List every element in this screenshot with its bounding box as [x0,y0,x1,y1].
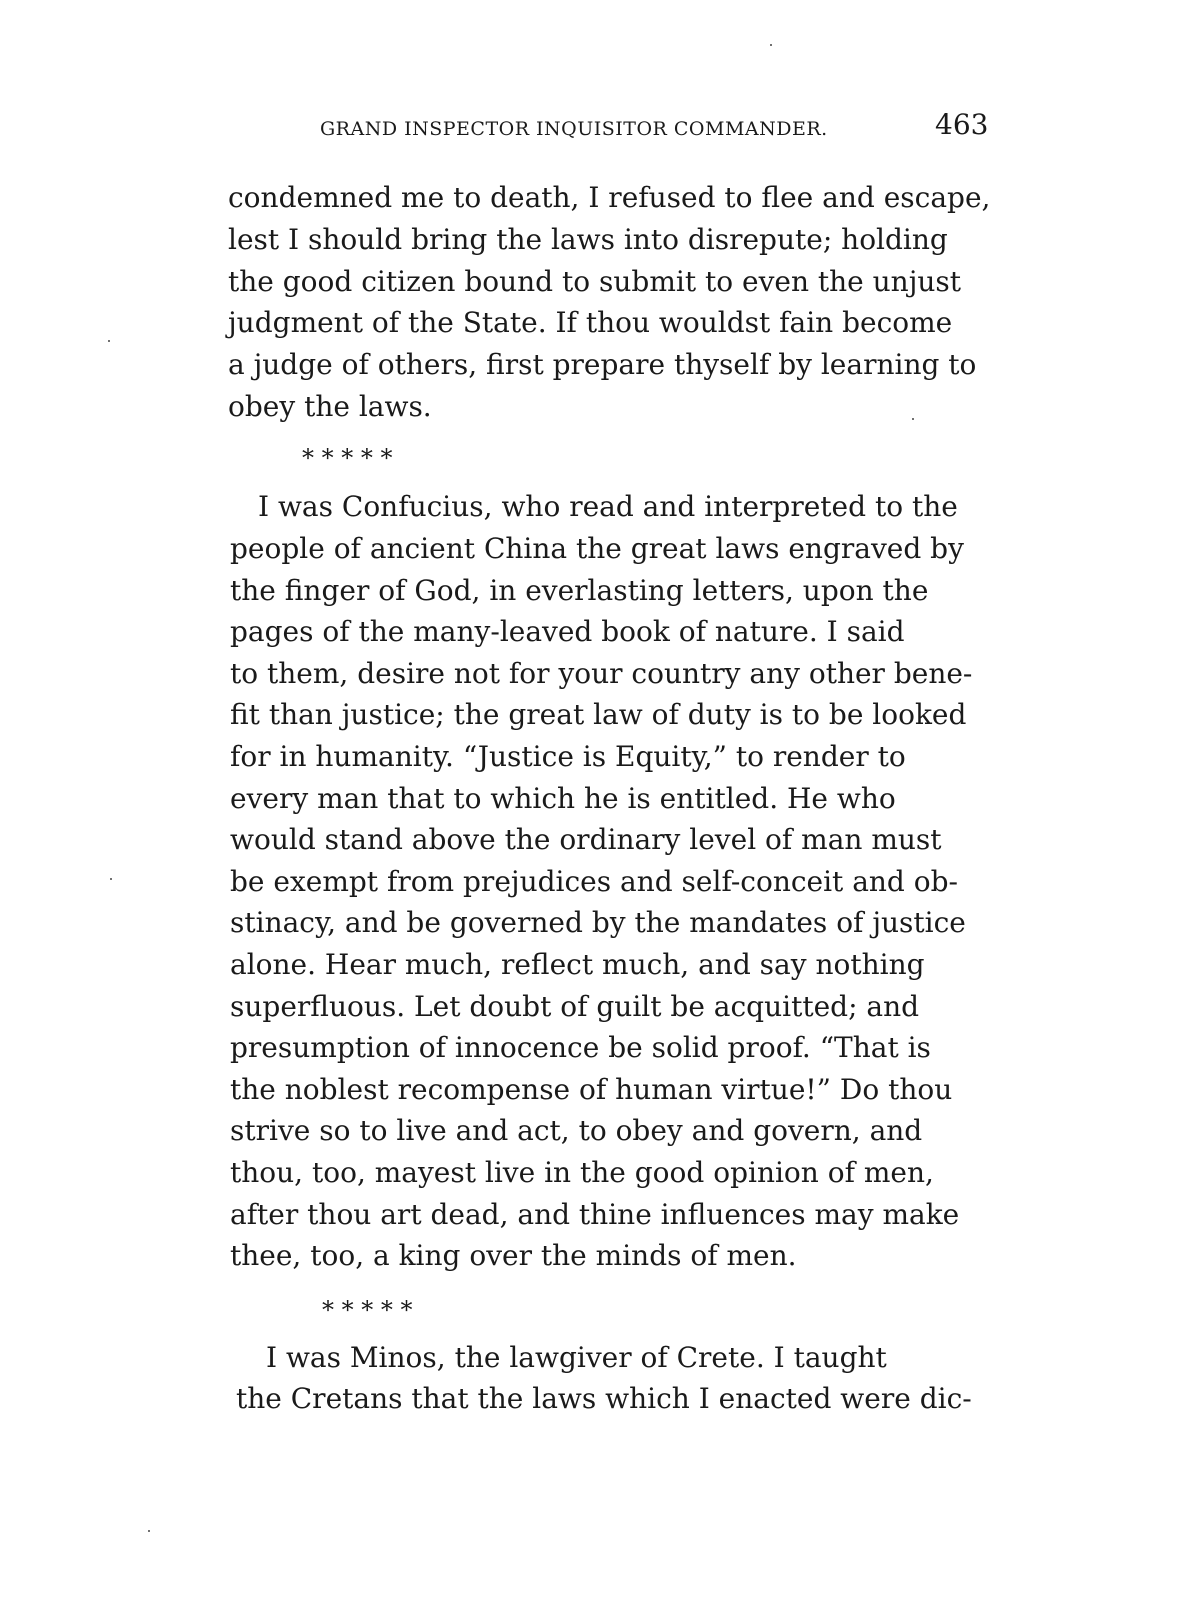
text-line: strive so to live and act, to obey and govern, and [230,1114,923,1147]
text-line: fit than justice; the great law of duty is to be looked [230,698,967,731]
text-line: the Cretans that the laws which I enacted were dic- [236,1382,972,1415]
text-line: a judge of others, first prepare thyself by learning to [228,348,977,381]
text-line: the noblest recompense of human virtue!” Do thou [230,1073,953,1106]
scan-speck [770,44,772,46]
text-line: for in humanity. “Justice is Equity,” to render to [230,740,906,773]
text-line: the good citizen bound to submit to even the unjust [228,265,962,298]
text-line: be exempt from prejudices and self-conceit and ob- [230,865,958,898]
text-line: the finger of God, in everlasting letters, upon the [230,574,929,607]
text-line: superfluous. Let doubt of guilt be acquitted; and [230,990,920,1023]
text-line: I was Confucius, who read and interpreted to the [258,490,958,523]
text-line: to them, desire not for your country any other bene- [230,657,973,690]
text-line: every man that to which he is entitled. He who [230,782,896,815]
scan-speck [912,418,914,420]
scan-speck [148,1530,150,1532]
text-line: thee, too, a king over the minds of men. [230,1239,797,1272]
page-number: 463 [935,108,989,141]
text-line: pages of the many-leaved book of nature. I said [230,615,905,648]
scan-speck [110,878,112,880]
text-line: I was Minos, the lawgiver of Crete. I taught [266,1341,887,1374]
text-line: obey the laws. [228,390,432,423]
text-line: alone. Hear much, reflect much, and say nothing [230,948,925,981]
running-title: GRAND INSPECTOR INQUISITOR COMMANDER. [320,118,828,140]
text-line: condemned me to death, I refused to flee and escape, [228,181,991,214]
text-line: presumption of innocence be solid proof. “That is [230,1031,931,1064]
text-line: judgment of the State. If thou wouldst fain become [228,306,953,339]
text-line: people of ancient China the great laws engraved by [230,532,964,565]
section-separator: * * * * * [302,444,393,472]
scan-speck [108,340,110,342]
section-separator: * * * * * [322,1296,413,1324]
text-line: lest I should bring the laws into disrepute; holding [228,223,948,256]
text-line: stinacy, and be governed by the mandates of justice [230,906,966,939]
text-line: thou, too, mayest live in the good opinion of men, [230,1156,934,1189]
text-line: would stand above the ordinary level of man must [230,823,942,856]
text-line: after thou art dead, and thine influences may make [230,1198,960,1231]
